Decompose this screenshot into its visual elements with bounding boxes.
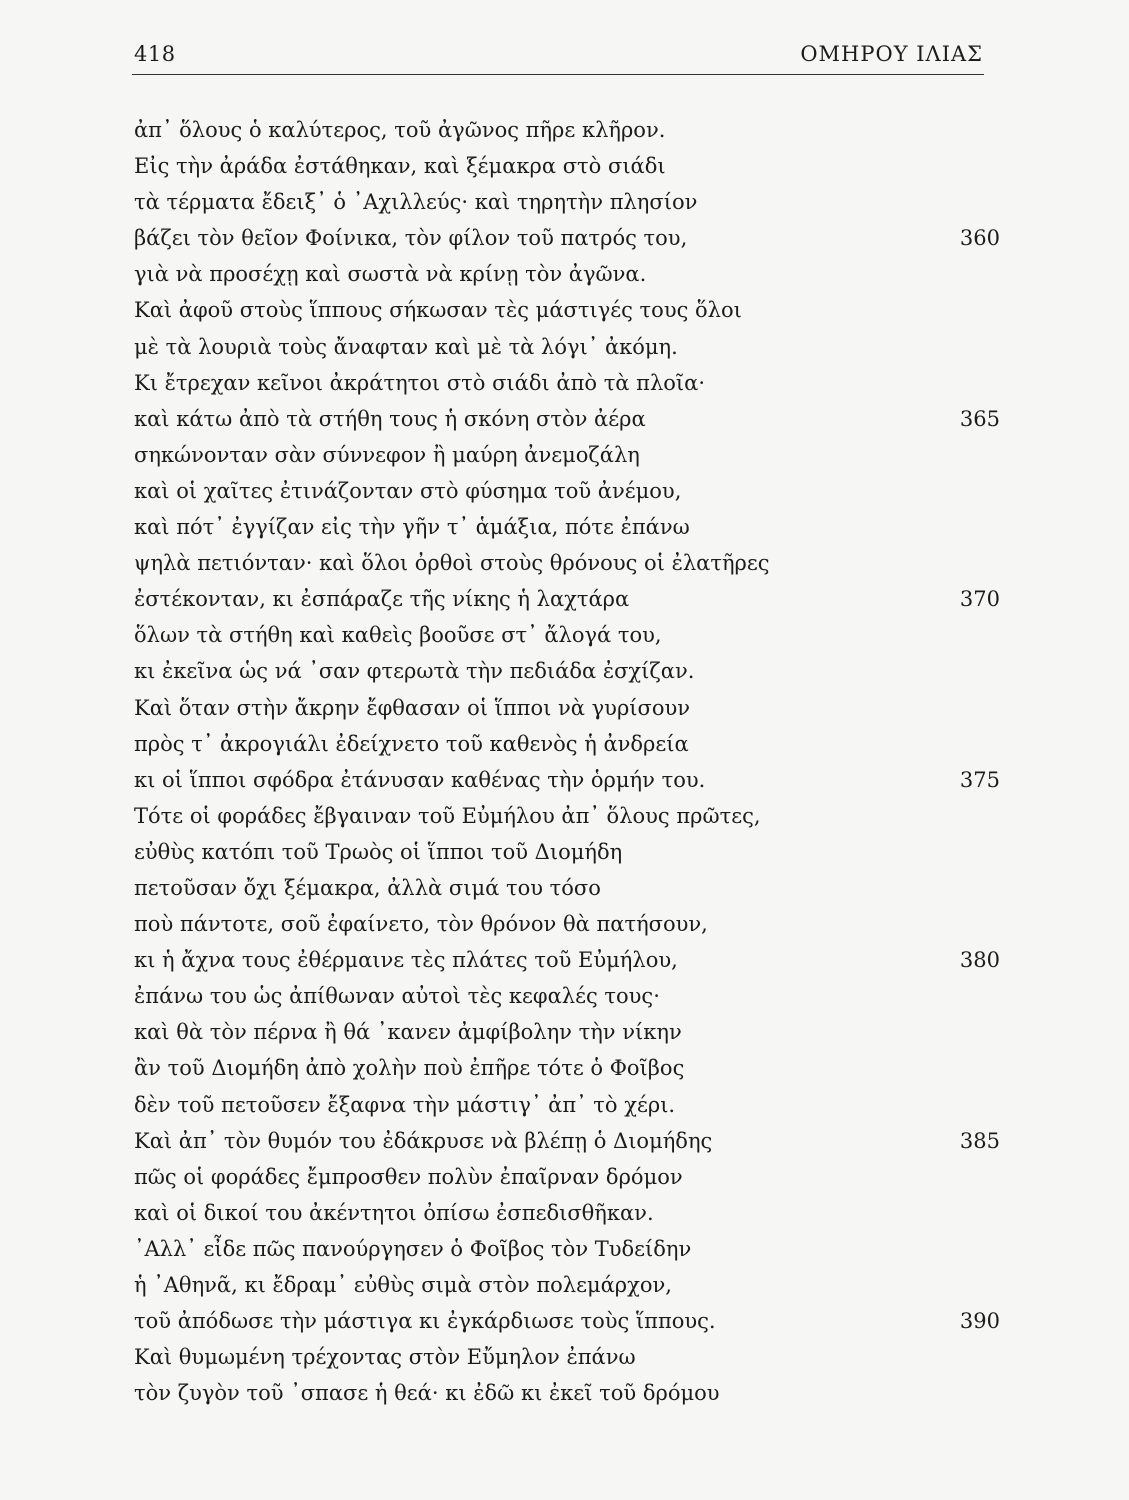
verse-line — [134, 220, 1000, 256]
verse-text: ἐστέκονταν, κι ἐσπάραζε τῆς νίκης ἡ λαχτάρα — [134, 587, 630, 612]
verse-line — [134, 1195, 1000, 1231]
verse-line — [134, 509, 1000, 545]
verse-line — [134, 978, 1000, 1014]
verse-text: καὶ θὰ τὸν πέρνα ἢ θά ᾽κανεν ἀμφίβολην τὴν νίκην — [134, 1020, 682, 1045]
verse-text: Καὶ ὅταν στὴν ἄκρην ἔφθασαν οἱ ἵπποι νὰ γυρίσουν — [134, 695, 691, 720]
verse-text: κι ἡ ἄχνα τους ἐθέρμαινε τὲς πλάτες τοῦ Εὐμήλου, — [134, 948, 678, 973]
verse-text: Τότε οἱ φοράδες ἔβγαιναν τοῦ Εὐμήλου ἀπ᾽ ὅλους πρῶτες, — [134, 803, 761, 828]
verse-text: Εἰς τὴν ἀράδα ἐστάθηκαν, καὶ ξέμακρα στὸ σιάδι — [134, 154, 666, 179]
verse-text: μὲ τὰ λουριὰ τοὺς ἄναφταν καὶ μὲ τὰ λόγι᾽ ἀκόμη. — [134, 334, 678, 359]
verse-line — [134, 1014, 1000, 1050]
verse-text: τοῦ ἀπόδωσε τὴν μάστιγα κι ἐγκάρδιωσε τοὺς ἵππους. — [134, 1309, 716, 1334]
verse-line — [134, 906, 1000, 942]
line-number: 385 — [959, 1128, 1000, 1153]
verse-text: πῶς οἱ φοράδες ἔμπροσθεν πολὺν ἐπαῖρναν δρόμον — [134, 1164, 683, 1189]
verse-text: Κι ἔτρεχαν κεῖνοι ἀκράτητοι στὸ σιάδι ἀπὸ τὰ πλοῖα· — [134, 370, 706, 395]
verse-line — [134, 365, 1000, 401]
verse-line — [134, 581, 1000, 617]
verse-text: Καὶ θυμωμένη τρέχοντας στὸν Εὔμηλον ἐπάνω — [134, 1345, 636, 1370]
verse-text: ἂν τοῦ Διομήδη ἀπὸ χολὴν ποὺ ἐπῆρε τότε ὁ Φοῖβος — [134, 1056, 685, 1081]
verse-line — [134, 148, 1000, 184]
verse-text: πρὸς τ᾽ ἀκρογιάλι ἐδείχνετο τοῦ καθενὸς ἡ ἀνδρεία — [134, 731, 689, 756]
verse-text: ᾿Αλλ᾽ εἶδε πῶς πανούργησεν ὁ Φοῖβος τὸν Τυδείδην — [134, 1236, 692, 1261]
line-number: 380 — [959, 948, 1000, 973]
verse-text: Καὶ ἀπ᾽ τὸν θυμόν του ἐδάκρυσε νὰ βλέπῃ ὁ Διομήδης — [134, 1128, 713, 1153]
line-number: 360 — [959, 226, 1000, 251]
verse-line — [134, 401, 1000, 437]
verse-line — [134, 1050, 1000, 1086]
verse-text: σηκώνονταν σὰν σύννεφον ἢ μαύρη ἀνεμοζάλη — [134, 442, 640, 467]
verse-text: καὶ πότ᾽ ἐγγίζαν εἰς τὴν γῆν τ᾽ ἁμάξια, πότε ἐπάνω — [134, 515, 690, 540]
verse-line — [134, 1267, 1000, 1303]
verse-text: βάζει τὸν θεῖον Φοίνικα, τὸν φίλον τοῦ πατρός του, — [134, 226, 688, 251]
verse-line — [134, 1087, 1000, 1123]
line-number: 390 — [959, 1309, 1000, 1334]
verse-line — [134, 1231, 1000, 1267]
verse-line — [134, 112, 1000, 148]
verse-text: Καὶ ἀφοῦ στοὺς ἵππους σήκωσαν τὲς μάστιγές τους ὅλοι — [134, 298, 742, 323]
verse-text: ψηλὰ πετιόνταν· καὶ ὅλοι ὀρθοὶ στοὺς θρόνους οἱ ἐλατῆρες — [134, 551, 770, 576]
verse-line — [134, 184, 1000, 220]
verse-text: ἐπάνω του ὡς ἀπίθωναν αὐτοὶ τὲς κεφαλές τους· — [134, 984, 660, 1009]
verse-text: δὲν τοῦ πετοῦσεν ἔξαφνα τὴν μάστιγ᾽ ἀπ᾽ τὸ χέρι. — [134, 1092, 676, 1117]
page-number: 418 — [134, 42, 176, 66]
verse-text: ἀπ᾽ ὅλους ὁ καλύτερος, τοῦ ἀγῶνος πῆρε κλῆρον. — [134, 118, 666, 142]
verse-text: πετοῦσαν ὄχι ξέμακρα, ἀλλὰ σιμά του τόσο — [134, 875, 601, 900]
verse-line — [134, 834, 1000, 870]
verse-line — [134, 653, 1000, 689]
verse-text: ὅλων τὰ στήθη καὶ καθεὶς βοοῦσε στ᾽ ἄλογά του, — [134, 623, 662, 648]
verse-line — [134, 437, 1000, 473]
verse-text: καὶ οἱ δικοί του ἀκέντητοι ὀπίσω ἐσπεδισθῆκαν. — [134, 1200, 654, 1225]
verse-line — [134, 1339, 1000, 1375]
verse-line — [134, 256, 1000, 292]
verse-line — [134, 762, 1000, 798]
verse-line — [134, 690, 1000, 726]
verse-line — [134, 292, 1000, 328]
verse-line — [134, 1159, 1000, 1195]
line-number: 365 — [959, 406, 1000, 431]
verse-line — [134, 798, 1000, 834]
verse-text: κι οἱ ἵπποι σφόδρα ἐτάνυσαν καθένας τὴν ὁρμήν του. — [134, 767, 706, 792]
verse-line — [134, 726, 1000, 762]
verse-line — [134, 870, 1000, 906]
verse-line — [134, 473, 1000, 509]
verse-text: εὐθὺς κατόπι τοῦ Τρωὸς οἱ ἵπποι τοῦ Διομήδη — [134, 839, 623, 864]
verse-text: τὸν ζυγὸν τοῦ ᾽σπασε ἡ θεά· κι ἐδῶ κι ἐκεῖ τοῦ δρόμου — [134, 1381, 720, 1406]
verse-line — [134, 1303, 1000, 1339]
verse-text: ἡ ᾿Αθηνᾶ, κι ἔδραμ᾽ εὐθὺς σιμὰ στὸν πολεμάρχον, — [134, 1273, 672, 1297]
verse-line — [134, 545, 1000, 581]
verse-line — [134, 1375, 1000, 1411]
verse-line — [134, 942, 1000, 978]
verse-text: καὶ κάτω ἀπὸ τὰ στήθη τους ἡ σκόνη στὸν ἀέρα — [134, 406, 646, 431]
verse-text: ποὺ πάντοτε, σοῦ ἐφαίνετο, τὸν θρόνον θὰ πατήσουν, — [134, 912, 708, 937]
line-number: 370 — [959, 587, 1000, 612]
verse-line — [134, 329, 1000, 365]
verse-line — [134, 617, 1000, 653]
header-rule — [132, 74, 984, 75]
verse-text: γιὰ νὰ προσέχῃ καὶ σωστὰ νὰ κρίνῃ τὸν ἀγῶνα. — [134, 262, 647, 287]
running-title: ΟΜΗΡΟΥ ΙΛΙΑΣ — [800, 42, 983, 66]
verse-text: καὶ οἱ χαῖτες ἐτινάζονταν στὸ φύσημα τοῦ ἀνέμου, — [134, 478, 682, 503]
verse-text: τὰ τέρματα ἔδειξ᾽ ὁ ᾿Αχιλλεύς· καὶ τηρητὴν πλησίον — [134, 190, 698, 215]
line-number: 375 — [959, 767, 1000, 792]
verse-line — [134, 1123, 1000, 1159]
verse-text: κι ἐκεῖνα ὡς νά ᾽σαν φτερωτὰ τὴν πεδιάδα ἐσχίζαν. — [134, 659, 695, 684]
verse-lines — [134, 112, 1000, 1411]
